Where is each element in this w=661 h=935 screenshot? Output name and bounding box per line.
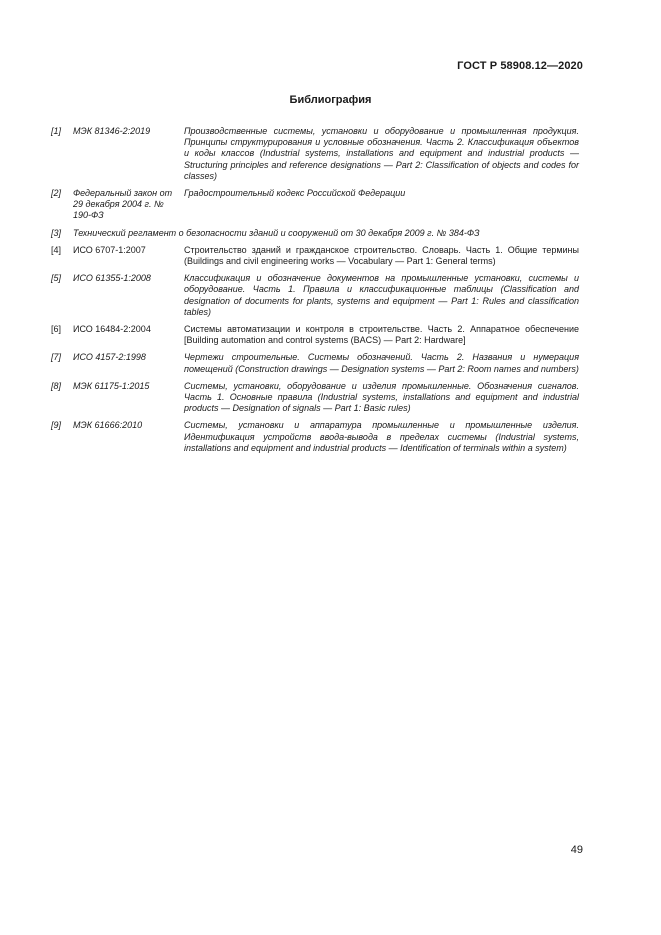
entry-description: Градостроительный кодекс Российской Федерации <box>184 188 406 199</box>
bibliography-entry <box>51 352 579 374</box>
entry-source: ИСО 6707-1:2007 <box>73 244 146 255</box>
entry-source: Федеральный закон от 29 декабря 2004 г. № 190-ФЗ <box>73 188 173 221</box>
bibliography-entry <box>51 381 579 415</box>
entry-source: МЭК 61666:2010 <box>73 420 143 431</box>
entry-number: [7] <box>51 352 62 363</box>
entry-description: Классификация и обозначение документов на промышленные установки, системы и оборудование. Часть 1. Правила и классификационные таблицы (Classification and designation of documents for plants, systems and equipment — Part 1: Rules and classification tables) <box>184 273 579 317</box>
bibliography-list <box>51 126 579 460</box>
page-number: 49 <box>570 844 583 856</box>
bibliography-entry <box>51 245 579 267</box>
entry-description: Строительство зданий и гражданское строительство. Словарь. Часть 1. Общие термины (Buildings and civil engineering works — Vocabulary — Part 1: General terms) <box>184 244 579 267</box>
entry-description: Производственные системы, установки и оборудование и промышленная продукция. Принципы структурирования и условные обозначения. Часть 2. Классификация объектов и коды классов (Industrial systems, installations and equipment and industrial products — Structuring principles and reference designations — Part 2: Classification of objects and codes for classes) <box>184 126 579 181</box>
entry-description: Технический регламент о безопасности зданий и сооружений от 30 декабря 2009 г. № 384-ФЗ <box>73 227 480 238</box>
entry-number: [9] <box>51 420 62 431</box>
entry-description: Чертежи строительные. Системы обозначений. Часть 2. Названия и нумерация помещений (Construction drawings — Designation systems — Part 2: Room names and numbers) <box>184 352 579 374</box>
entry-source: ИСО 16484-2:2004 <box>73 324 151 335</box>
bibliography-entry <box>51 126 579 182</box>
bibliography-entry <box>51 420 579 454</box>
entry-number: [1] <box>51 126 62 136</box>
entry-number: [2] <box>51 188 62 199</box>
bibliography-entry <box>51 228 579 239</box>
entry-description: Системы автоматизации и контроля в строительстве. Часть 2. Аппаратное обеспечение [Building automation and control systems (BACS) — Part 2: Hardware] <box>184 324 579 346</box>
entry-description: Системы, установки, оборудование и изделия промышленные. Обозначения сигналов. Часть 1. Основные правила (Industrial systems, installations and equipment and industrial products — Designation of signals — Part 1: Basic rules) <box>184 380 579 414</box>
entry-number: [8] <box>51 380 62 391</box>
entry-number: [3] <box>51 227 62 238</box>
entry-source: МЭК 81346-2:2019 <box>73 126 151 136</box>
entry-source: ИСО 61355-1:2008 <box>73 273 151 284</box>
entry-source: МЭК 61175-1:2015 <box>73 380 150 391</box>
entry-number: [5] <box>51 273 62 284</box>
entry-number: [6] <box>51 324 62 335</box>
bibliography-entry <box>51 324 579 346</box>
entry-source: ИСО 4157-2:1998 <box>73 352 146 363</box>
entry-number: [4] <box>51 244 62 255</box>
bibliography-entry <box>51 188 579 222</box>
section-title: Библиография <box>289 94 372 106</box>
document-header: ГОСТ Р 58908.12—2020 <box>457 60 583 72</box>
entry-description: Системы, установки и аппаратура промышленные и промышленные изделия. Идентификация устройств ввода-вывода в пределах системы (Industrial systems, installations and equipment and industrial products — Identification of terminals within a system) <box>184 420 579 453</box>
bibliography-entry <box>51 273 579 318</box>
